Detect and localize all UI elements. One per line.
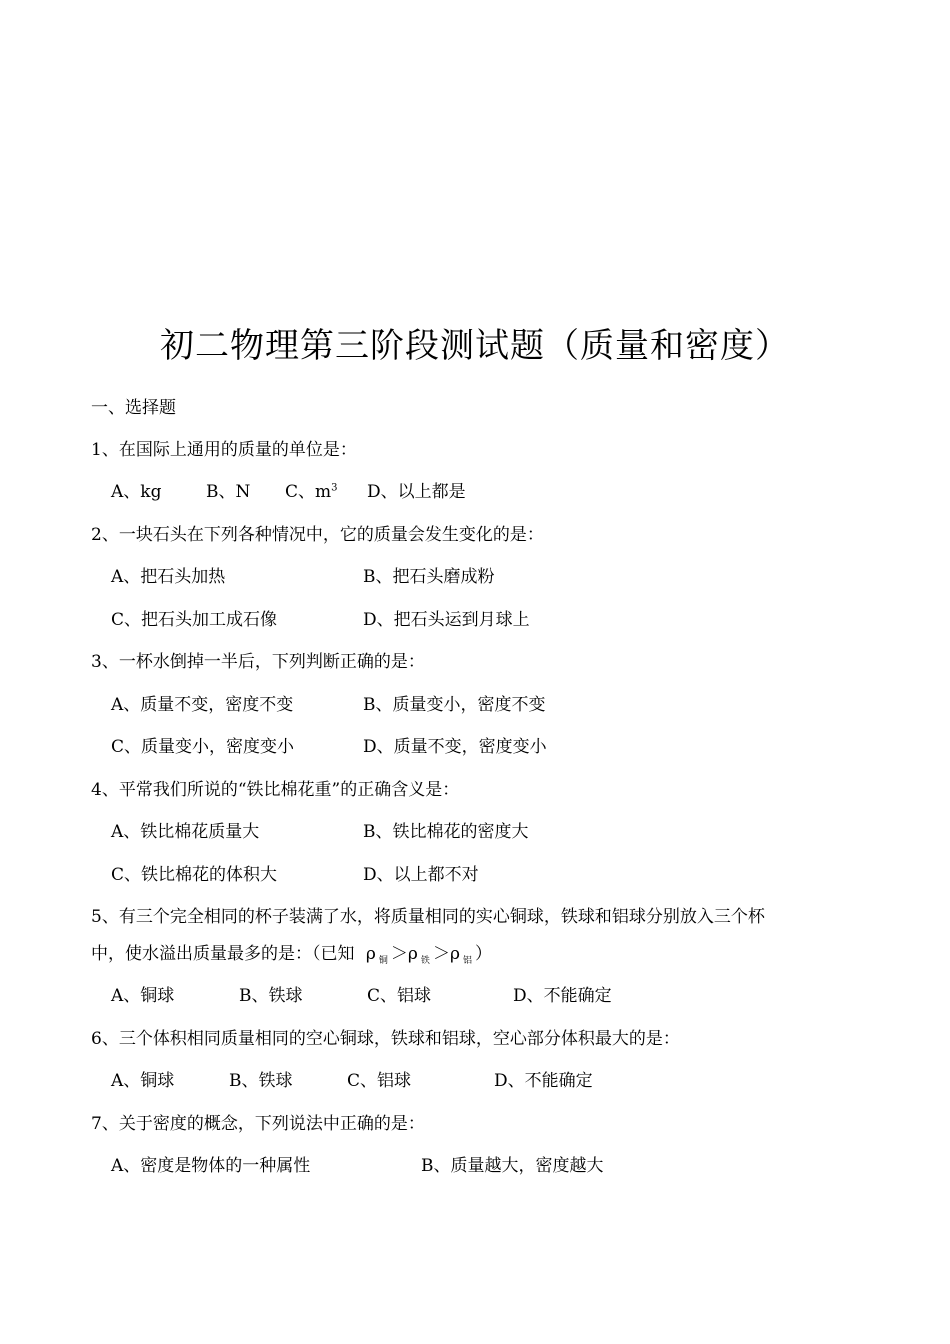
subscript-copper: 铜 [378, 956, 388, 966]
option-c: C、铁比棉花的体积大 [111, 865, 278, 885]
option-b: B、质量越大，密度越大 [421, 1156, 604, 1176]
rho-symbol: ρ [365, 944, 376, 964]
question-4-stem: 4、平常我们所说的“铁比棉花重”的正确含义是： [91, 780, 460, 800]
option-d: D、以上都是 [367, 482, 466, 502]
option-c: C、铝球 [367, 986, 432, 1006]
option-c-superscript: 3 [331, 482, 338, 494]
option-c: C、把石头加工成石像 [111, 610, 278, 630]
question-6-stem: 6、三个体积相同质量相同的空心铜球，铁球和铝球，空心部分体积最大的是： [91, 1029, 680, 1049]
option-d: D、质量不变，密度变小 [363, 737, 547, 757]
greater-than: ＞ [432, 944, 450, 964]
subscript-aluminium: 铝 [462, 956, 472, 966]
stem-text: 中，使水溢出质量最多的是：（已知 [91, 944, 355, 964]
option-a: A、把石头加热 [111, 567, 226, 587]
rho-symbol: ρ [449, 944, 460, 964]
option-a: A、铜球 [111, 1071, 175, 1091]
option-a: A、质量不变，密度不变 [111, 695, 294, 715]
option-a: A、铁比棉花质量大 [111, 822, 260, 842]
option-d: D、以上都不对 [363, 865, 479, 885]
option-b: B、铁球 [229, 1071, 293, 1091]
option-a: A、密度是物体的一种属性 [111, 1156, 311, 1176]
subscript-iron: 铁 [420, 956, 430, 966]
question-5-stem-line2 [91, 942, 492, 969]
option-c [285, 480, 338, 504]
option-d: D、不能确定 [494, 1071, 593, 1091]
option-b: B、N [206, 482, 251, 502]
option-c: C、质量变小，密度变小 [111, 737, 295, 757]
option-d: D、不能确定 [513, 986, 612, 1006]
option-b: B、质量变小，密度不变 [363, 695, 546, 715]
option-b: B、把石头磨成粉 [363, 567, 495, 587]
option-b: B、铁比棉花的密度大 [363, 822, 529, 842]
question-3-stem: 3、一杯水倒掉一半后，下列判断正确的是： [91, 652, 425, 672]
close-paren: ） [474, 944, 492, 964]
question-2-stem: 2、一块石头在下列各种情况中，它的质量会发生变化的是： [91, 525, 544, 545]
option-a: A、kg [111, 482, 162, 502]
question-1-stem: 1、在国际上通用的质量的单位是： [91, 440, 357, 460]
option-c-base: C、m [285, 482, 332, 502]
section-heading: 一、选择题 [91, 398, 176, 418]
page-title: 初二物理第三阶段测试题（质量和密度） [160, 326, 790, 366]
option-d: D、把石头运到月球上 [363, 610, 530, 630]
question-5-stem-line1: 5、有三个完全相同的杯子装满了水，将质量相同的实心铜球，铁球和铝球分别放入三个杯 [91, 907, 765, 927]
option-a: A、铜球 [111, 986, 175, 1006]
option-b: B、铁球 [239, 986, 303, 1006]
option-c: C、铝球 [347, 1071, 412, 1091]
question-7-stem: 7、关于密度的概念，下列说法中正确的是： [91, 1114, 425, 1134]
rho-symbol: ρ [407, 944, 418, 964]
greater-than: ＞ [390, 944, 408, 964]
